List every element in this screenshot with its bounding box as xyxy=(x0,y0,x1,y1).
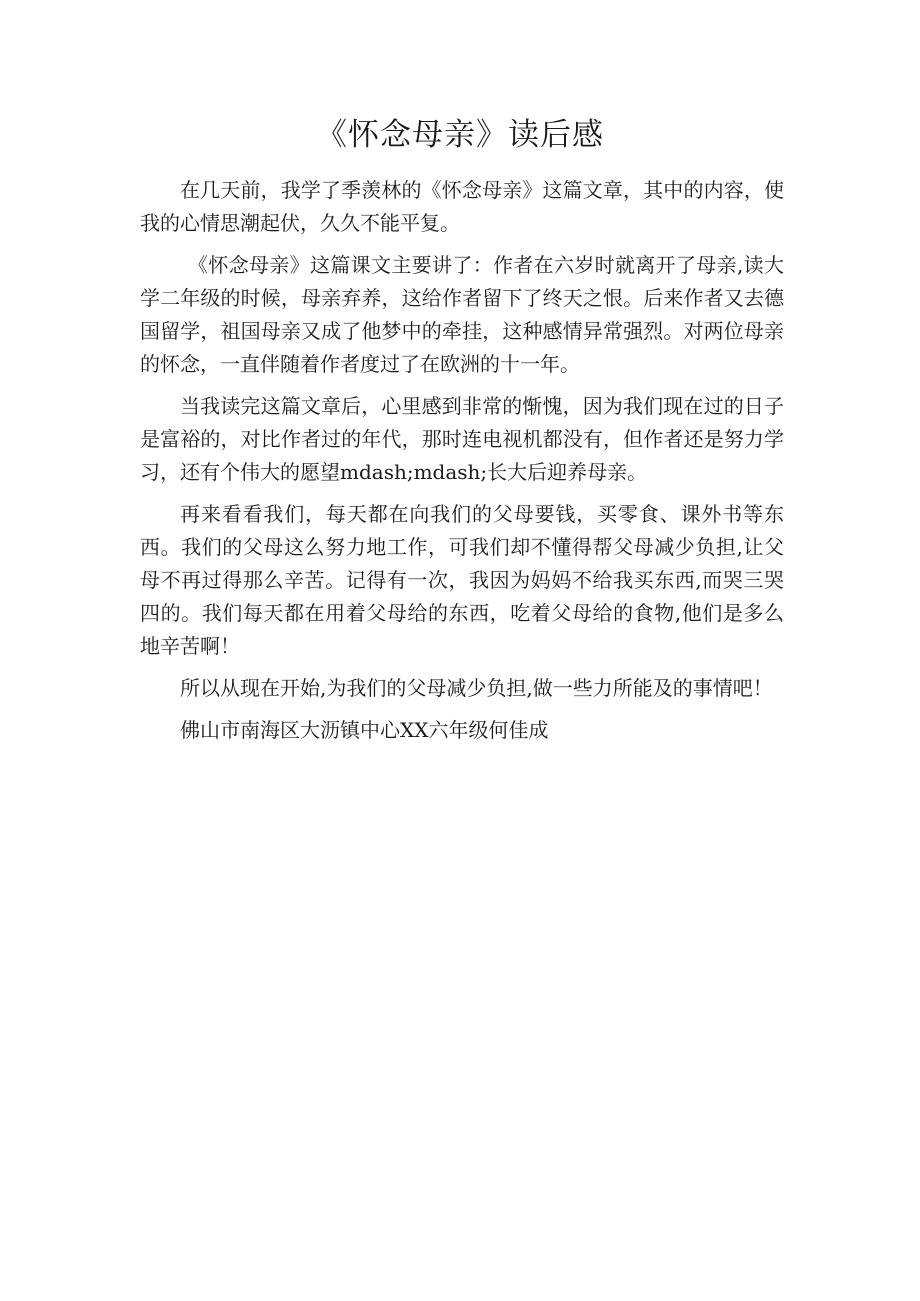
document-body xyxy=(140,174,784,747)
paragraph-5: 所以从现在开始,为我们的父母减少负担,做一些力所能及的事情吧！ xyxy=(180,676,773,700)
paragraph-3: 当我读完这篇文章后，心里感到非常的惭愧，因为我们现在过的日子是富裕的，对比作者过的年代，那时连电视机都没有，但作者还是努力学习，还有个伟大的愿望mdash;mdash;长大后迎养母亲。 xyxy=(140,394,784,484)
paragraph-2: 《怀念母亲》这篇课文主要讲了：作者在六岁时就离开了母亲,读大学二年级的时候，母亲弃养，这给作者留下了终天之恨。后来作者又去德国留学，祖国母亲又成了他梦中的牵挂，这种感情异常强烈。对两位母亲的怀念，一直伴随着作者度过了在欧洲的十一年。 xyxy=(140,253,784,376)
author-signature: 佛山市南海区大沥镇中心XX六年级何佳成 xyxy=(180,718,549,742)
document-title: 《怀念母亲》读后感 xyxy=(316,117,604,153)
paragraph-4: 再来看看我们，每天都在向我们的父母要钱，买零食、课外书等东西。我们的父母这么努力地工作，可我们却不懂得帮父母减少负担,让父母不再过得那么辛苦。记得有一次，我因为妈妈不给我买东西,而哭三哭四的。我们每天都在用着父母给的东西，吃着父母给的食物,他们是多么地辛苦啊！ xyxy=(140,502,784,658)
paragraph-1: 在几天前，我学了季羡林的《怀念母亲》这篇文章，其中的内容，使我的心情思潮起伏，久久不能平复。 xyxy=(140,178,784,235)
